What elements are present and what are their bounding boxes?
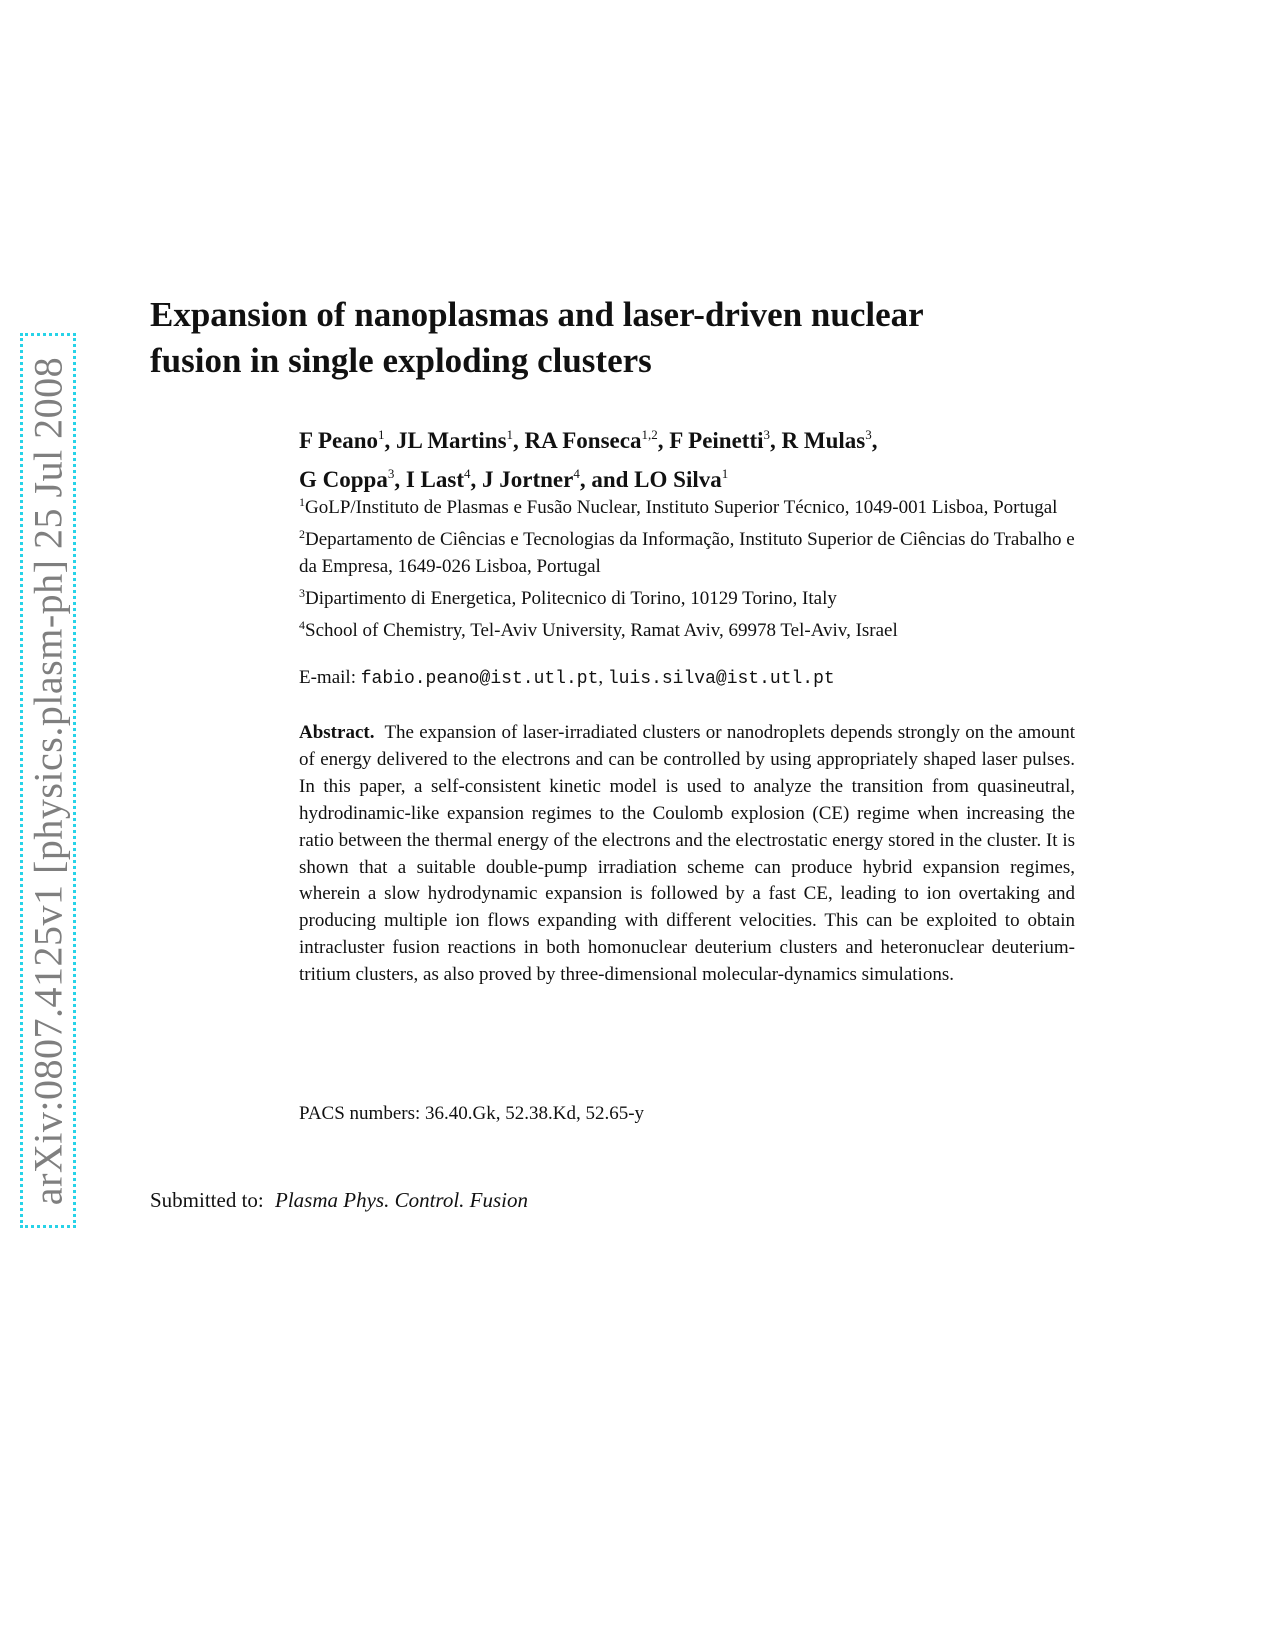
title-line-1: Expansion of nanoplasmas and laser-driven nuclear <box>150 295 924 334</box>
author: R Mulas$^3$, <box>781 427 878 453</box>
arxiv-identifier: arXiv:0807.4125v1 [physics.plasm-ph] 25 Jul 2008 <box>25 356 71 1205</box>
author: J Jortner$^4$, and <box>482 466 635 492</box>
abstract <box>299 720 1075 989</box>
pacs-numbers: PACS numbers: 36.40.Gk, 52.38.Kd, 52.65-y <box>299 1103 645 1124</box>
email-link-2[interactable]: luis.silva@ist.utl.pt <box>607 669 835 689</box>
email-separator: , <box>598 667 604 688</box>
submitted-label: Submitted to: <box>150 1188 264 1212</box>
affiliation: $^3$Dipartimento di Energetica, Politecnico di Torino, 10129 Torino, Italy <box>299 586 837 609</box>
author: I Last$^4$, <box>405 466 482 492</box>
email-link-1[interactable]: fabio.peano@ist.utl.pt <box>360 669 599 689</box>
email-label: E-mail: <box>299 667 356 688</box>
author: G Coppa$^3$, <box>299 466 406 492</box>
affiliation: $^4$School of Chemistry, Tel-Aviv University, Ramat Aviv, 69978 Tel-Aviv, Israel <box>299 618 898 641</box>
title-line-2: fusion in single exploding clusters <box>150 341 652 380</box>
affiliation: $^1$GoLP/Instituto de Plasmas e Fusão Nuclear, Instituto Superior Técnico, 1049-001 Lisboa, Portugal <box>299 495 1058 518</box>
affiliations <box>299 489 1089 644</box>
abstract-label: Abstract. <box>299 722 375 743</box>
author: JL Martins$^1$, <box>396 427 525 453</box>
submitted-to <box>150 1186 528 1215</box>
arxiv-stamp <box>20 333 76 1228</box>
email-line <box>299 664 835 693</box>
author: LO Silva$^1$ <box>634 466 729 492</box>
author-list <box>299 418 1099 496</box>
author: F Peinetti$^3$, <box>669 427 782 453</box>
author: RA Fonseca$^{1,2}$, <box>524 427 670 453</box>
paper-title <box>150 292 1130 384</box>
abstract-text: The expansion of laser-irradiated clusters or nanodroplets depends strongly on the amount of energy delivered to the electrons and can be controlled by using appropriately shaped laser pulses. In this paper, a self-consistent kinetic model is used to analyze the transition from quasineutral, hydrodinamic-like expansion regimes to the Coulomb explosion (CE) regime when increasing the ratio between the thermal energy of the electrons and the electrostatic energy stored in the cluster. It is shown that a suitable double-pump irradiation scheme can produce hybrid expansion regimes, wherein a slow hydrodynamic expansion is followed by a fast CE, leading to ion overtaking and producing multiple ion flows expanding with different velocities. This can be exploited to obtain intracluster fusion reactions in both homonuclear deuterium clusters and heteronuclear deuterium-tritium clusters, as also proved by three-dimensional molecular-dynamics simulations. <box>299 722 1075 986</box>
affiliation: $^2$Departamento de Ciências e Tecnologias da Informação, Instituto Superior de Ciências do Trabalho e da Empresa, 1649-026 Lisboa, Portugal <box>299 527 1075 577</box>
author: F Peano$^1$, <box>299 427 396 453</box>
journal-name: Plasma Phys. Control. Fusion <box>275 1188 528 1212</box>
